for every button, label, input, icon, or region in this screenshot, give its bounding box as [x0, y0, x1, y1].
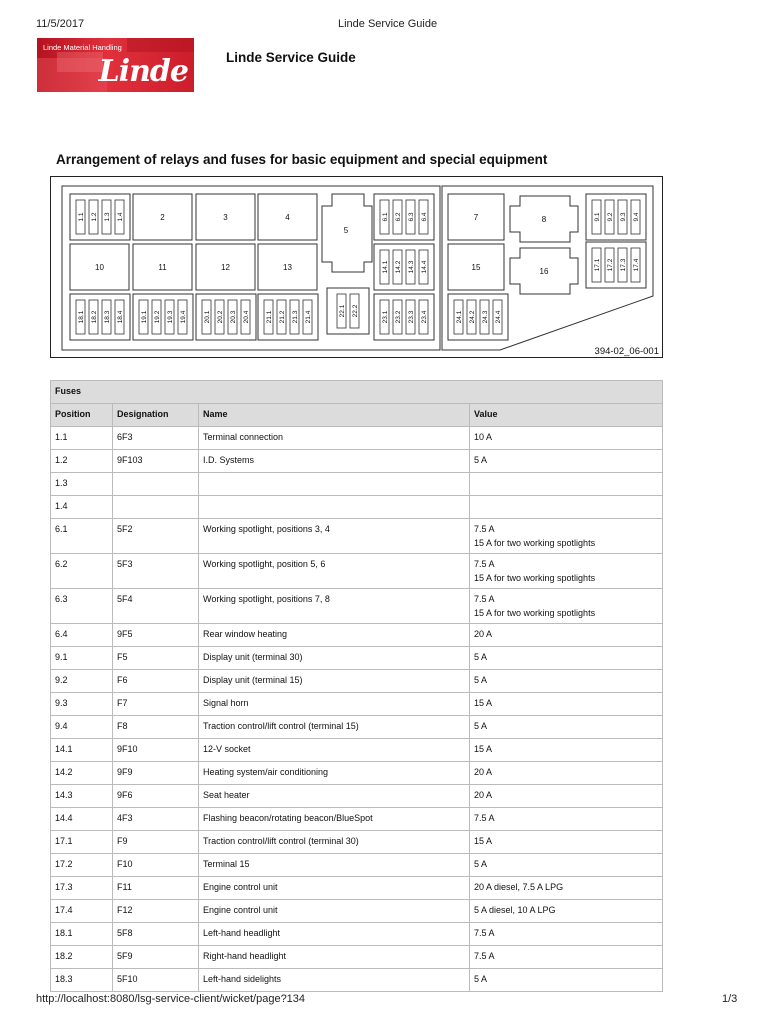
- cell-position-text: 14.3: [55, 790, 73, 800]
- logo-small-text: Linde Material Handling: [43, 43, 122, 52]
- cell-designation: [113, 969, 199, 992]
- fuse-label: 22.1: [339, 304, 346, 318]
- relay-16-label: 16: [539, 267, 549, 276]
- column-header-value: Value: [470, 404, 663, 427]
- cell-value: [470, 946, 663, 969]
- table-row: [51, 496, 663, 519]
- cell-designation-text: 5F10: [117, 974, 138, 984]
- cell-designation: [113, 670, 199, 693]
- fuse-label: 19.4: [180, 310, 187, 324]
- cell-position-text: 14.2: [55, 767, 73, 777]
- cell-designation: [113, 946, 199, 969]
- cell-position: [51, 519, 113, 554]
- cell-designation-text: 9F5: [117, 629, 133, 639]
- cell-value: [470, 739, 663, 762]
- cell-name-text: I.D. Systems: [203, 455, 255, 465]
- linde-logo: [37, 38, 194, 92]
- cell-value-text: 7.5 A: [474, 594, 495, 604]
- cell-position-text: 1.4: [55, 501, 68, 511]
- fuse-label: 20.1: [204, 310, 211, 324]
- fuse-label: 24.1: [456, 310, 463, 324]
- cell-name-text: Display unit (terminal 15): [203, 675, 303, 685]
- fuse-label: 1.2: [91, 212, 98, 222]
- fuse-label: 9.2: [607, 212, 614, 222]
- cell-designation: [113, 427, 199, 450]
- cell-value-text: 7.5 A: [474, 928, 495, 938]
- cell-designation-text: F5: [117, 652, 128, 662]
- cell-name: [199, 496, 470, 519]
- cell-value: [470, 670, 663, 693]
- cell-value: [470, 900, 663, 923]
- cell-value: [470, 554, 663, 589]
- cell-value: [470, 427, 663, 450]
- cell-value-text: 15 A: [474, 744, 493, 754]
- cell-name: [199, 716, 470, 739]
- cell-designation-text: F8: [117, 721, 128, 731]
- cell-value-text: 5 A: [474, 721, 488, 731]
- cell-name-text: Left-hand sidelights: [203, 974, 282, 984]
- fuse-relay-diagram-svg: [50, 176, 663, 358]
- table-row: [51, 762, 663, 785]
- table-row: [51, 946, 663, 969]
- cell-position: [51, 589, 113, 624]
- cell-designation: [113, 554, 199, 589]
- cell-designation: [113, 923, 199, 946]
- cell-position: [51, 762, 113, 785]
- cell-value-note: 15 A for two working spotlights: [474, 538, 596, 548]
- cell-position-text: 17.3: [55, 882, 73, 892]
- cell-value-text: 5 A diesel, 10 A LPG: [474, 905, 556, 915]
- fuse-label: 18.2: [91, 310, 98, 324]
- cell-position: [51, 923, 113, 946]
- fuse-label: 1.3: [104, 212, 111, 222]
- cell-name-text: Engine control unit: [203, 905, 278, 915]
- column-header-position: Position: [51, 404, 113, 427]
- cell-position: [51, 854, 113, 877]
- cell-value: [470, 808, 663, 831]
- cell-value: [470, 877, 663, 900]
- cell-position-text: 17.2: [55, 859, 73, 869]
- fuse-label: 21.3: [292, 310, 299, 324]
- fuse-relay-diagram: [50, 176, 663, 358]
- cell-value-text: 20 A: [474, 629, 493, 639]
- cell-value: [470, 854, 663, 877]
- table-row: [51, 831, 663, 854]
- fuse-label: 20.2: [217, 310, 224, 324]
- cell-name: [199, 808, 470, 831]
- cell-position: [51, 739, 113, 762]
- fuse-label: 23.2: [395, 310, 402, 324]
- relay-7-label: 7: [473, 213, 479, 222]
- cell-value: [470, 831, 663, 854]
- cell-position: [51, 427, 113, 450]
- cell-value: [470, 923, 663, 946]
- cell-name: [199, 785, 470, 808]
- cell-position: [51, 785, 113, 808]
- cell-position-text: 9.1: [55, 652, 68, 662]
- cell-name: [199, 900, 470, 923]
- cell-position-text: 14.1: [55, 744, 73, 754]
- cell-value-text: 20 A diesel, 7.5 A LPG: [474, 882, 564, 892]
- relay-13-label: 13: [283, 263, 292, 272]
- cell-position-text: 18.3: [55, 974, 73, 984]
- fuse-label: 14.1: [382, 260, 389, 274]
- relay-10-label: 10: [95, 263, 104, 272]
- cell-designation-text: F6: [117, 675, 128, 685]
- cell-name-text: Working spotlight, positions 3, 4: [203, 524, 330, 534]
- fuse-label: 14.4: [421, 260, 428, 274]
- fuse-label: 14.3: [408, 260, 415, 274]
- fuse-label: 19.2: [154, 310, 161, 324]
- print-date: 11/5/2017: [36, 18, 85, 30]
- cell-name-text: Display unit (terminal 30): [203, 652, 303, 662]
- cell-name: [199, 739, 470, 762]
- cell-position-text: 6.2: [55, 559, 68, 569]
- table-row: [51, 589, 663, 624]
- cell-value: [470, 624, 663, 647]
- cell-designation-text: 5F2: [117, 524, 133, 534]
- cell-name-text: Engine control unit: [203, 882, 278, 892]
- cell-position: [51, 473, 113, 496]
- print-header-title: Linde Service Guide: [338, 18, 438, 30]
- cell-name: [199, 946, 470, 969]
- cell-designation-text: 5F3: [117, 559, 133, 569]
- cell-position-text: 9.4: [55, 721, 68, 731]
- fuse-label: 9.3: [620, 212, 627, 222]
- fuse-label: 23.4: [421, 310, 428, 324]
- cell-value: [470, 716, 663, 739]
- cell-designation: [113, 854, 199, 877]
- cell-position: [51, 624, 113, 647]
- cell-designation: [113, 877, 199, 900]
- cell-position-text: 6.3: [55, 594, 68, 604]
- cell-position: [51, 554, 113, 589]
- cell-position-text: 1.2: [55, 455, 68, 465]
- fuse-label: 21.1: [266, 310, 273, 324]
- cell-position-text: 1.3: [55, 478, 68, 488]
- cell-name: [199, 624, 470, 647]
- cell-value-text: 5 A: [474, 859, 488, 869]
- cell-value: [470, 496, 663, 519]
- cell-name-text: Signal horn: [203, 698, 249, 708]
- cell-designation-text: 5F9: [117, 951, 133, 961]
- cell-designation-text: 9F10: [117, 744, 138, 754]
- fuse-label: 21.2: [279, 310, 286, 324]
- cell-designation: [113, 496, 199, 519]
- cell-designation-text: 5F8: [117, 928, 133, 938]
- cell-position: [51, 946, 113, 969]
- fuse-label: 23.3: [408, 310, 415, 324]
- cell-value-text: 5 A: [474, 675, 488, 685]
- fuse-label: 6.3: [408, 212, 415, 222]
- relay-12-label: 12: [221, 263, 230, 272]
- logo-wordmark: Linde: [98, 54, 188, 89]
- fuse-label: 23.1: [382, 310, 389, 324]
- table-row: [51, 716, 663, 739]
- cell-designation: [113, 647, 199, 670]
- fuse-label: 24.2: [469, 310, 476, 324]
- cell-value: [470, 647, 663, 670]
- cell-position: [51, 496, 113, 519]
- cell-value: [470, 450, 663, 473]
- cell-designation-text: 6F3: [117, 432, 133, 442]
- document-title: Linde Service Guide: [226, 50, 356, 65]
- cell-designation: [113, 519, 199, 554]
- cell-position-text: 9.2: [55, 675, 68, 685]
- cell-value-text: 20 A: [474, 790, 493, 800]
- table-row: [51, 923, 663, 946]
- table-row: [51, 670, 663, 693]
- cell-designation: [113, 808, 199, 831]
- cell-value-text: 20 A: [474, 767, 493, 777]
- fuse-label: 6.4: [421, 212, 428, 222]
- cell-value: [470, 473, 663, 496]
- cell-designation-text: F12: [117, 905, 133, 915]
- fuse-label: 14.2: [395, 260, 402, 274]
- cell-value-note: 15 A for two working spotlights: [474, 573, 596, 583]
- relay-4-label: 4: [285, 213, 290, 222]
- table-row: [51, 877, 663, 900]
- table-row: [51, 785, 663, 808]
- relay-3-label: 3: [223, 213, 228, 222]
- fuse-label: 18.4: [117, 310, 124, 324]
- cell-designation-text: 9F103: [117, 455, 143, 465]
- fuse-label: 20.4: [243, 310, 250, 324]
- cell-designation-text: F11: [117, 882, 132, 892]
- cell-value-text: 15 A: [474, 698, 493, 708]
- table-row: [51, 624, 663, 647]
- cell-name-text: Traction control/lift control (terminal 15): [203, 721, 359, 731]
- footer-url: http://localhost:8080/lsg-service-client/wicket/page?134: [36, 993, 306, 1005]
- cell-name: [199, 831, 470, 854]
- cell-position: [51, 900, 113, 923]
- cell-name-text: Working spotlight, position 5, 6: [203, 559, 326, 569]
- cell-name: [199, 427, 470, 450]
- fuse-label: 19.3: [167, 310, 174, 324]
- relay-15-label: 15: [471, 263, 481, 272]
- cell-value-text: 5 A: [474, 974, 488, 984]
- table-row: [51, 427, 663, 450]
- cell-name-text: Terminal 15: [203, 859, 250, 869]
- cell-designation-text: F10: [117, 859, 133, 869]
- section-title: Arrangement of relays and fuses for basic equipment and special equipment: [56, 152, 548, 167]
- cell-designation: [113, 450, 199, 473]
- fuse-label: 9.4: [633, 212, 640, 222]
- cell-value: [470, 693, 663, 716]
- table-row: [51, 473, 663, 496]
- cell-position-text: 18.1: [55, 928, 73, 938]
- table-row: [51, 554, 663, 589]
- cell-name: [199, 877, 470, 900]
- cell-position: [51, 647, 113, 670]
- fuse-label: 1.4: [117, 212, 124, 222]
- cell-position-text: 6.4: [55, 629, 68, 639]
- fuses-column-header-row: [51, 404, 663, 427]
- cell-name-text: Rear window heating: [203, 629, 288, 639]
- cell-value-text: 7.5 A: [474, 559, 495, 569]
- cell-position-text: 17.1: [55, 836, 73, 846]
- fuse-label: 17.1: [594, 258, 601, 272]
- table-row: [51, 519, 663, 554]
- fuses-table: [50, 380, 663, 992]
- cell-position: [51, 808, 113, 831]
- table-row: [51, 450, 663, 473]
- cell-value: [470, 785, 663, 808]
- fuse-label: 6.1: [382, 212, 389, 222]
- table-row: [51, 900, 663, 923]
- cell-value-text: 7.5 A: [474, 524, 495, 534]
- cell-name-text: Heating system/air conditioning: [203, 767, 329, 777]
- cell-name: [199, 854, 470, 877]
- fuse-label: 22.2: [352, 304, 359, 318]
- fuse-label: 6.2: [395, 212, 402, 222]
- cell-value-text: 15 A: [474, 836, 493, 846]
- cell-position: [51, 693, 113, 716]
- cell-position-text: 6.1: [55, 524, 68, 534]
- cell-designation: [113, 624, 199, 647]
- cell-name: [199, 762, 470, 785]
- footer-page-number: 1/3: [722, 993, 738, 1005]
- cell-name: [199, 923, 470, 946]
- fuses-section-row: [51, 381, 663, 404]
- cell-designation: [113, 693, 199, 716]
- cell-position: [51, 877, 113, 900]
- fuses-section-label: Fuses: [51, 381, 663, 404]
- cell-value-text: 7.5 A: [474, 813, 495, 823]
- cell-position-text: 14.4: [55, 813, 73, 823]
- cell-name-text: Working spotlight, positions 7, 8: [203, 594, 330, 604]
- column-header-designation: Designation: [113, 404, 199, 427]
- cell-name: [199, 693, 470, 716]
- cell-position: [51, 716, 113, 739]
- cell-position: [51, 831, 113, 854]
- cell-designation-text: F9: [117, 836, 128, 846]
- fuse-label: 21.4: [305, 310, 312, 324]
- column-header-name: Name: [199, 404, 470, 427]
- cell-value: [470, 762, 663, 785]
- cell-designation: [113, 900, 199, 923]
- cell-name: [199, 647, 470, 670]
- cell-name-text: Terminal connection: [203, 432, 284, 442]
- cell-designation-text: 5F4: [117, 594, 133, 604]
- table-row: [51, 693, 663, 716]
- cell-name-text: Flashing beacon/rotating beacon/BlueSpot: [203, 813, 373, 823]
- cell-value: [470, 969, 663, 992]
- cell-position-text: 18.2: [55, 951, 73, 961]
- cell-value-text: 5 A: [474, 455, 488, 465]
- cell-name: [199, 670, 470, 693]
- cell-value: [470, 589, 663, 624]
- cell-position-text: 1.1: [55, 432, 68, 442]
- relay-11-label: 11: [158, 263, 167, 272]
- fuse-label: 9.1: [594, 212, 601, 222]
- table-row: [51, 854, 663, 877]
- fuse-block-g22: [327, 288, 369, 334]
- relay-5-label: 5: [343, 226, 349, 235]
- cell-name: [199, 969, 470, 992]
- fuse-label: 18.3: [104, 310, 111, 324]
- cell-value-note: 15 A for two working spotlights: [474, 608, 596, 618]
- fuse-label: 24.4: [495, 310, 502, 324]
- cell-name: [199, 589, 470, 624]
- cell-designation: [113, 762, 199, 785]
- fuse-label: 24.3: [482, 310, 489, 324]
- table-row: [51, 969, 663, 992]
- cell-position-text: 9.3: [55, 698, 68, 708]
- fuse-label: 17.2: [607, 258, 614, 272]
- cell-position: [51, 969, 113, 992]
- table-row: [51, 647, 663, 670]
- cell-position: [51, 450, 113, 473]
- cell-name: [199, 473, 470, 496]
- cell-designation: [113, 739, 199, 762]
- fuse-label: 18.1: [78, 310, 85, 324]
- cell-name-text: 12-V socket: [203, 744, 251, 754]
- table-row: [51, 808, 663, 831]
- cell-designation: [113, 473, 199, 496]
- cell-designation-text: 9F6: [117, 790, 133, 800]
- cell-name-text: Seat heater: [203, 790, 250, 800]
- cell-value-text: 10 A: [474, 432, 493, 442]
- cell-value-text: 5 A: [474, 652, 488, 662]
- relay-8-label: 8: [541, 215, 547, 224]
- cell-name: [199, 450, 470, 473]
- figure-id-label: 394-02_06-001: [594, 346, 659, 357]
- table-row: [51, 739, 663, 762]
- cell-designation: [113, 785, 199, 808]
- cell-designation-text: F7: [117, 698, 128, 708]
- relay-2-label: 2: [160, 213, 165, 222]
- cell-name: [199, 519, 470, 554]
- cell-value-text: 7.5 A: [474, 951, 495, 961]
- cell-designation: [113, 716, 199, 739]
- cell-name-text: Left-hand headlight: [203, 928, 281, 938]
- cell-position: [51, 670, 113, 693]
- cell-value: [470, 519, 663, 554]
- cell-designation-text: 9F9: [117, 767, 133, 777]
- fuse-label: 17.4: [633, 258, 640, 272]
- fuse-label: 20.3: [230, 310, 237, 324]
- cell-designation: [113, 831, 199, 854]
- cell-designation: [113, 589, 199, 624]
- fuse-label: 17.3: [620, 258, 627, 272]
- fuse-label: 19.1: [141, 310, 148, 324]
- cell-name-text: Traction control/lift control (terminal 30): [203, 836, 359, 846]
- cell-name-text: Right-hand headlight: [203, 951, 287, 961]
- cell-position-text: 17.4: [55, 905, 73, 915]
- fuse-label: 1.1: [78, 212, 85, 222]
- cell-name: [199, 554, 470, 589]
- cell-designation-text: 4F3: [117, 813, 133, 823]
